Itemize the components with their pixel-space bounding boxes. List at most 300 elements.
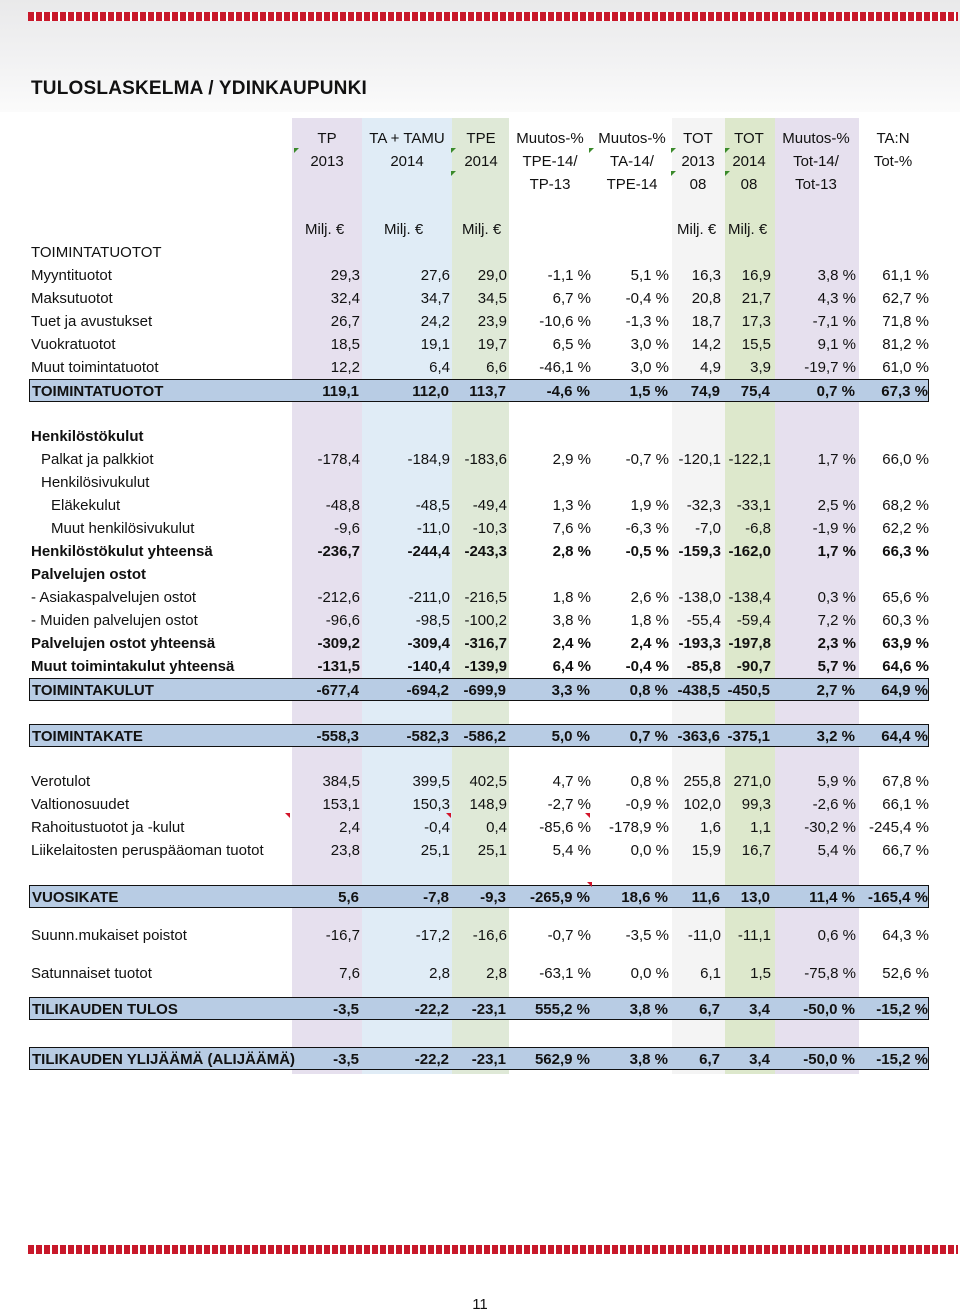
row-label: TOIMINTAKULUT — [32, 682, 154, 699]
table-cell: -9,3 — [480, 889, 506, 906]
table-row — [29, 586, 929, 609]
table-cell: -46,1 % — [539, 359, 591, 376]
table-cell: 0,3 % — [817, 589, 856, 606]
table-cell: -10,6 % — [539, 313, 591, 330]
table-cell: 0,7 % — [629, 728, 668, 745]
table-cell: 5,4 % — [817, 842, 856, 859]
table-cell: 24,2 — [420, 313, 450, 330]
table-row — [29, 924, 929, 947]
table-cell: 3,4 — [749, 1001, 770, 1018]
table-cell: -243,3 — [464, 543, 507, 560]
column-header-text: 08 — [740, 176, 758, 193]
unit-label: Milj. € — [305, 221, 345, 238]
table-cell: -450,5 — [727, 682, 770, 699]
table-cell: 384,5 — [322, 773, 360, 790]
table-cell: -50,0 % — [803, 1001, 855, 1018]
row-label: - Muiden palvelujen ostot — [31, 612, 198, 629]
unit-label: Milj. € — [384, 221, 424, 238]
table-cell: -3,5 % — [625, 927, 669, 944]
table-cell: 61,0 % — [882, 359, 929, 376]
table-cell: 21,7 — [741, 290, 771, 307]
table-row — [29, 494, 929, 517]
table-cell: -0,4 — [424, 819, 450, 836]
table-row — [29, 448, 929, 471]
column-header-text: TPE-14/ — [522, 153, 578, 170]
table-cell: 26,7 — [330, 313, 360, 330]
table-row — [29, 770, 929, 793]
table-cell: 65,6 % — [882, 589, 929, 606]
table-cell: 2,5 % — [817, 497, 856, 514]
table-cell: 2,7 % — [816, 682, 855, 699]
table-cell: 19,7 — [477, 336, 507, 353]
table-cell: 2,8 — [486, 965, 507, 982]
table-cell: -16,7 — [325, 927, 360, 944]
table-cell: 2,8 — [429, 965, 450, 982]
table-row — [29, 885, 929, 908]
table-cell: 14,2 — [691, 336, 721, 353]
table-cell: 63,9 % — [882, 635, 929, 652]
table-cell: -90,7 — [736, 658, 771, 675]
table-cell: 3,4 — [749, 1051, 770, 1068]
table-cell: 19,1 — [420, 336, 450, 353]
table-cell: 66,3 % — [882, 543, 929, 560]
table-cell: 62,2 % — [882, 520, 929, 537]
table-cell: 1,3 % — [552, 497, 591, 514]
unit-label: Milj. € — [728, 221, 768, 238]
row-label: TOIMINTATUOTOT — [32, 383, 164, 400]
row-label: Henkilöstökulut yhteensä — [31, 543, 213, 560]
table-row — [29, 997, 929, 1020]
table-cell: 4,3 % — [817, 290, 856, 307]
table-cell: 64,6 % — [882, 658, 929, 675]
table-cell: 2,4 % — [552, 635, 591, 652]
column-header-text: TP-13 — [529, 176, 571, 193]
table-cell: -85,8 — [686, 658, 721, 675]
table-cell: -162,0 — [728, 543, 771, 560]
row-label: Satunnaiset tuotot — [31, 965, 152, 982]
table-cell: -98,5 — [415, 612, 450, 629]
table-cell: -582,3 — [406, 728, 449, 745]
table-cell: 60,3 % — [882, 612, 929, 629]
table-cell: -0,7 % — [547, 927, 591, 944]
table-cell: 3,8 % — [552, 612, 591, 629]
table-cell: -197,8 — [728, 635, 771, 652]
comment-marker-icon — [671, 171, 676, 176]
table-row — [29, 609, 929, 632]
table-cell: -2,6 % — [812, 796, 856, 813]
column-header-text: Tot-% — [873, 153, 913, 170]
column-header-text: 2013 — [310, 153, 344, 170]
page-title: TULOSLASKELMA / YDINKAUPUNKI — [31, 78, 367, 99]
table-row — [29, 839, 929, 862]
column-header-text: 2014 — [390, 153, 424, 170]
table-row — [29, 655, 929, 678]
row-label: Myyntituotot — [31, 267, 112, 284]
table-cell: 102,0 — [683, 796, 721, 813]
table-cell: 6,7 — [699, 1001, 720, 1018]
table-cell: -7,8 — [423, 889, 449, 906]
table-cell: 150,3 — [412, 796, 450, 813]
table-row — [29, 1047, 929, 1070]
table-cell: -586,2 — [463, 728, 506, 745]
comment-marker-icon — [285, 813, 290, 818]
table-cell: -75,8 % — [804, 965, 856, 982]
table-cell: 113,7 — [469, 383, 506, 400]
table-cell: -49,4 — [472, 497, 507, 514]
row-label: Suunn.mukaiset poistot — [31, 927, 187, 944]
table-cell: -15,2 % — [876, 1001, 928, 1018]
row-label: - Asiakaspalvelujen ostot — [31, 589, 197, 606]
column-header-text: TOT — [734, 130, 764, 147]
row-label: Vuokratuotot — [31, 336, 116, 353]
column-header-text: TPE — [466, 130, 496, 147]
table-cell: 5,4 % — [552, 842, 591, 859]
table-row — [29, 563, 929, 586]
row-label: Muut toimintatuotot — [31, 359, 159, 376]
table-cell: 6,5 % — [552, 336, 591, 353]
table-cell: 148,9 — [469, 796, 507, 813]
table-cell: -100,2 — [464, 612, 507, 629]
table-cell: 2,4 % — [630, 635, 669, 652]
row-label: Henkilösivukulut — [41, 474, 150, 491]
table-cell: 29,0 — [477, 267, 507, 284]
table-cell: 2,9 % — [552, 451, 591, 468]
table-cell: 3,2 % — [816, 728, 855, 745]
table-cell: 52,6 % — [882, 965, 929, 982]
table-cell: 17,3 — [741, 313, 771, 330]
table-cell: -216,5 — [464, 589, 507, 606]
table-cell: 1,8 % — [630, 612, 669, 629]
table-cell: -316,7 — [464, 635, 507, 652]
table-cell: 7,6 % — [552, 520, 591, 537]
table-cell: -6,8 — [745, 520, 771, 537]
table-cell: -375,1 — [727, 728, 770, 745]
comment-marker-icon — [294, 148, 299, 153]
table-cell: -694,2 — [406, 682, 449, 699]
table-cell: 0,0 % — [630, 965, 669, 982]
table-cell: -19,7 % — [804, 359, 856, 376]
row-label: Muut henkilösivukulut — [51, 520, 195, 537]
table-cell: 5,6 — [338, 889, 359, 906]
table-cell: 1,5 % — [629, 383, 668, 400]
table-row — [29, 471, 929, 494]
table-cell: -96,6 — [325, 612, 360, 629]
table-cell: 11,4 % — [809, 889, 855, 906]
table-cell: 64,9 % — [881, 682, 928, 699]
table-cell: -244,4 — [407, 543, 450, 560]
table-cell: -2,7 % — [547, 796, 591, 813]
table-cell: -23,1 — [471, 1001, 506, 1018]
table-cell: 25,1 — [477, 842, 507, 859]
table-cell: -22,2 — [414, 1051, 449, 1068]
table-cell: 119,1 — [322, 383, 359, 400]
table-cell: 153,1 — [322, 796, 360, 813]
table-row — [29, 632, 929, 655]
table-cell: 2,6 % — [630, 589, 669, 606]
row-label: VUOSIKATE — [32, 889, 119, 906]
row-label: Liikelaitosten peruspääoman tuotot — [31, 842, 264, 859]
table-cell: 2,8 % — [552, 543, 591, 560]
table-row — [29, 379, 929, 402]
table-cell: 555,2 % — [534, 1001, 590, 1018]
comment-marker-icon — [587, 882, 592, 887]
table-cell: -11,1 — [737, 927, 771, 944]
table-cell: -558,3 — [316, 728, 359, 745]
table-cell: -236,7 — [317, 543, 360, 560]
table-cell: -16,6 — [472, 927, 507, 944]
table-row — [29, 356, 929, 379]
table-cell: -1,1 % — [547, 267, 591, 284]
table-cell: -55,4 — [686, 612, 721, 629]
table-cell: -23,1 — [471, 1051, 506, 1068]
table-cell: -63,1 % — [539, 965, 591, 982]
table-cell: 34,7 — [420, 290, 450, 307]
table-cell: 562,9 % — [534, 1051, 590, 1068]
table-cell: 27,6 — [420, 267, 450, 284]
table-cell: 74,9 — [690, 383, 720, 400]
table-cell: 6,7 — [699, 1051, 720, 1068]
table-cell: 6,7 % — [552, 290, 591, 307]
table-cell: 32,4 — [330, 290, 360, 307]
table-cell: 67,8 % — [882, 773, 929, 790]
table-cell: 66,7 % — [882, 842, 929, 859]
table-cell: 3,9 — [750, 359, 771, 376]
page-number: 11 — [472, 1296, 488, 1313]
table-cell: 3,8 % — [629, 1051, 668, 1068]
table-row — [29, 333, 929, 356]
unit-label: Milj. € — [677, 221, 717, 238]
table-cell: -245,4 % — [868, 819, 929, 836]
table-cell: 29,3 — [330, 267, 360, 284]
table-cell: 3,8 % — [817, 267, 856, 284]
table-cell: -0,7 % — [625, 451, 669, 468]
table-cell: -0,4 % — [625, 658, 669, 675]
table-row — [29, 241, 929, 264]
table-cell: 2,3 % — [817, 635, 856, 652]
table-cell: 61,1 % — [882, 267, 929, 284]
table-cell: -0,4 % — [625, 290, 669, 307]
comment-marker-icon — [446, 813, 451, 818]
row-label: TOIMINTATUOTOT — [31, 244, 162, 261]
row-label: Verotulot — [31, 773, 91, 790]
table-cell: -11,0 — [687, 927, 721, 944]
table-cell: -193,3 — [678, 635, 721, 652]
table-cell: -1,9 % — [812, 520, 856, 537]
table-cell: -1,3 % — [625, 313, 669, 330]
table-row — [29, 425, 929, 448]
table-cell: 75,4 — [740, 383, 770, 400]
row-label: Muut toimintakulut yhteensä — [31, 658, 235, 675]
table-cell: 67,3 % — [881, 383, 928, 400]
comment-marker-icon — [589, 148, 594, 153]
comment-marker-icon — [725, 148, 730, 153]
table-cell: -30,2 % — [804, 819, 856, 836]
table-cell: 6,1 — [700, 965, 721, 982]
table-cell: -265,9 % — [529, 889, 590, 906]
table-cell: 1,1 — [750, 819, 771, 836]
row-label: Valtionosuudet — [31, 796, 130, 813]
table-cell: -7,0 — [695, 520, 721, 537]
column-header-text: 2013 — [681, 153, 715, 170]
table-cell: -212,6 — [317, 589, 360, 606]
table-cell: 271,0 — [733, 773, 771, 790]
table-cell: 402,5 — [469, 773, 507, 790]
table-cell: -165,4 % — [867, 889, 928, 906]
table-cell: 0,8 % — [630, 773, 669, 790]
table-cell: -138,4 — [728, 589, 771, 606]
table-cell: 112,0 — [412, 383, 449, 400]
table-cell: -140,4 — [407, 658, 450, 675]
table-cell: 25,1 — [420, 842, 450, 859]
table-row — [29, 517, 929, 540]
table-cell: 1,7 % — [817, 451, 856, 468]
table-cell: 11,6 — [691, 889, 720, 906]
table-cell: -438,5 — [677, 682, 720, 699]
table-cell: 1,5 — [750, 965, 771, 982]
table-cell: 99,3 — [741, 796, 771, 813]
table-cell: 81,2 % — [882, 336, 929, 353]
table-row — [29, 962, 929, 985]
table-cell: -9,6 — [334, 520, 360, 537]
comment-marker-icon — [451, 171, 456, 176]
table-cell: 3,3 % — [551, 682, 590, 699]
table-cell: 6,6 — [486, 359, 507, 376]
table-cell: -4,6 % — [546, 383, 590, 400]
table-row — [29, 678, 929, 701]
table-cell: -3,5 — [333, 1001, 359, 1018]
table-cell: 20,8 — [691, 290, 721, 307]
table-cell: 1,7 % — [817, 543, 856, 560]
row-label: Palvelujen ostot — [31, 566, 147, 583]
column-header-text: TOT — [683, 130, 713, 147]
table-cell: 7,2 % — [817, 612, 856, 629]
table-cell: -309,4 — [407, 635, 450, 652]
table-cell: -6,3 % — [625, 520, 669, 537]
column-header-text: 08 — [689, 176, 707, 193]
row-label: Rahoitustuotot ja -kulut — [31, 819, 185, 836]
table-cell: -309,2 — [317, 635, 360, 652]
table-cell: -131,5 — [317, 658, 360, 675]
table-cell: 3,8 % — [629, 1001, 668, 1018]
table-cell: 6,4 — [429, 359, 450, 376]
table-cell: 18,7 — [691, 313, 721, 330]
table-cell: -85,6 % — [539, 819, 591, 836]
table-cell: 16,9 — [741, 267, 771, 284]
table-cell: 18,6 % — [621, 889, 668, 906]
table-cell: -178,4 — [317, 451, 360, 468]
table-cell: -183,6 — [464, 451, 507, 468]
table-cell: 255,8 — [683, 773, 721, 790]
row-label: TOIMINTAKATE — [32, 728, 143, 745]
table-cell: -363,6 — [677, 728, 720, 745]
row-label: Palvelujen ostot yhteensä — [31, 635, 216, 652]
column-header-text: Muutos-% — [782, 130, 850, 147]
row-label: Henkilöstökulut — [31, 428, 144, 445]
comment-marker-icon — [671, 148, 676, 153]
table-cell: 16,3 — [691, 267, 721, 284]
column-header-text: TA:N — [876, 130, 910, 147]
table-cell: -50,0 % — [803, 1051, 855, 1068]
table-cell: 13,0 — [740, 889, 770, 906]
table-cell: 399,5 — [412, 773, 450, 790]
table-cell: -48,5 — [415, 497, 450, 514]
table-cell: 23,8 — [330, 842, 360, 859]
table-cell: -59,4 — [736, 612, 771, 629]
table-cell: -10,3 — [472, 520, 507, 537]
table-cell: 0,4 — [486, 819, 507, 836]
comment-marker-icon — [585, 813, 590, 818]
row-label: Palkat ja palkkiot — [41, 451, 154, 468]
comment-marker-icon — [451, 148, 456, 153]
table-cell: 3,0 % — [630, 336, 669, 353]
table-cell: 64,4 % — [881, 728, 928, 745]
table-cell: 3,0 % — [630, 359, 669, 376]
table-cell: 68,2 % — [882, 497, 929, 514]
table-cell: -677,4 — [316, 682, 359, 699]
table-cell: -3,5 — [333, 1051, 359, 1068]
table-cell: 71,8 % — [882, 313, 929, 330]
table-cell: -11,0 — [416, 520, 450, 537]
table-cell: -15,2 % — [876, 1051, 928, 1068]
table-cell: 0,8 % — [629, 682, 668, 699]
table-cell: -48,8 — [325, 497, 360, 514]
table-cell: -178,9 % — [608, 819, 669, 836]
table-cell: -17,2 — [415, 927, 450, 944]
table-cell: -159,3 — [678, 543, 721, 560]
table-cell: -138,0 — [678, 589, 721, 606]
table-row — [29, 793, 929, 816]
row-label: TILIKAUDEN YLIJÄÄMÄ (ALIJÄÄMÄ) — [32, 1051, 296, 1068]
table-cell: -33,1 — [736, 497, 771, 514]
table-cell: 66,1 % — [882, 796, 929, 813]
column-header-text: TA-14/ — [610, 153, 654, 170]
bottom-red-stripe — [28, 1245, 958, 1254]
table-cell: 62,7 % — [882, 290, 929, 307]
table-cell: -22,2 — [414, 1001, 449, 1018]
top-red-stripe — [28, 12, 958, 21]
table-cell: 2,4 — [339, 819, 360, 836]
table-cell: -122,1 — [728, 451, 771, 468]
table-row — [29, 540, 929, 563]
table-cell: 1,6 — [700, 819, 721, 836]
column-header-text: TP — [317, 130, 337, 147]
table-cell: 16,7 — [741, 842, 771, 859]
column-header-text: Tot-14/ — [793, 153, 839, 170]
unit-label: Milj. € — [462, 221, 502, 238]
table-cell: -699,9 — [463, 682, 506, 699]
column-header-text: 2014 — [732, 153, 766, 170]
table-cell: 5,7 % — [817, 658, 856, 675]
table-cell: 1,9 % — [630, 497, 669, 514]
row-label: Tuet ja avustukset — [31, 313, 153, 330]
table-cell: 5,1 % — [630, 267, 669, 284]
table-cell: 0,7 % — [816, 383, 855, 400]
table-row — [29, 816, 929, 839]
table-cell: 18,5 — [330, 336, 360, 353]
table-cell: 6,4 % — [552, 658, 591, 675]
table-cell: 0,0 % — [630, 842, 669, 859]
table-cell: 64,3 % — [882, 927, 929, 944]
table-cell: 5,9 % — [817, 773, 856, 790]
table-cell: 15,5 — [741, 336, 771, 353]
table-cell: 4,7 % — [552, 773, 591, 790]
column-header-text: Muutos-% — [598, 130, 666, 147]
table-cell: 0,6 % — [817, 927, 856, 944]
table-cell: 7,6 — [339, 965, 360, 982]
table-cell: 34,5 — [477, 290, 507, 307]
table-cell: 15,9 — [691, 842, 721, 859]
table-cell: 4,9 — [700, 359, 721, 376]
